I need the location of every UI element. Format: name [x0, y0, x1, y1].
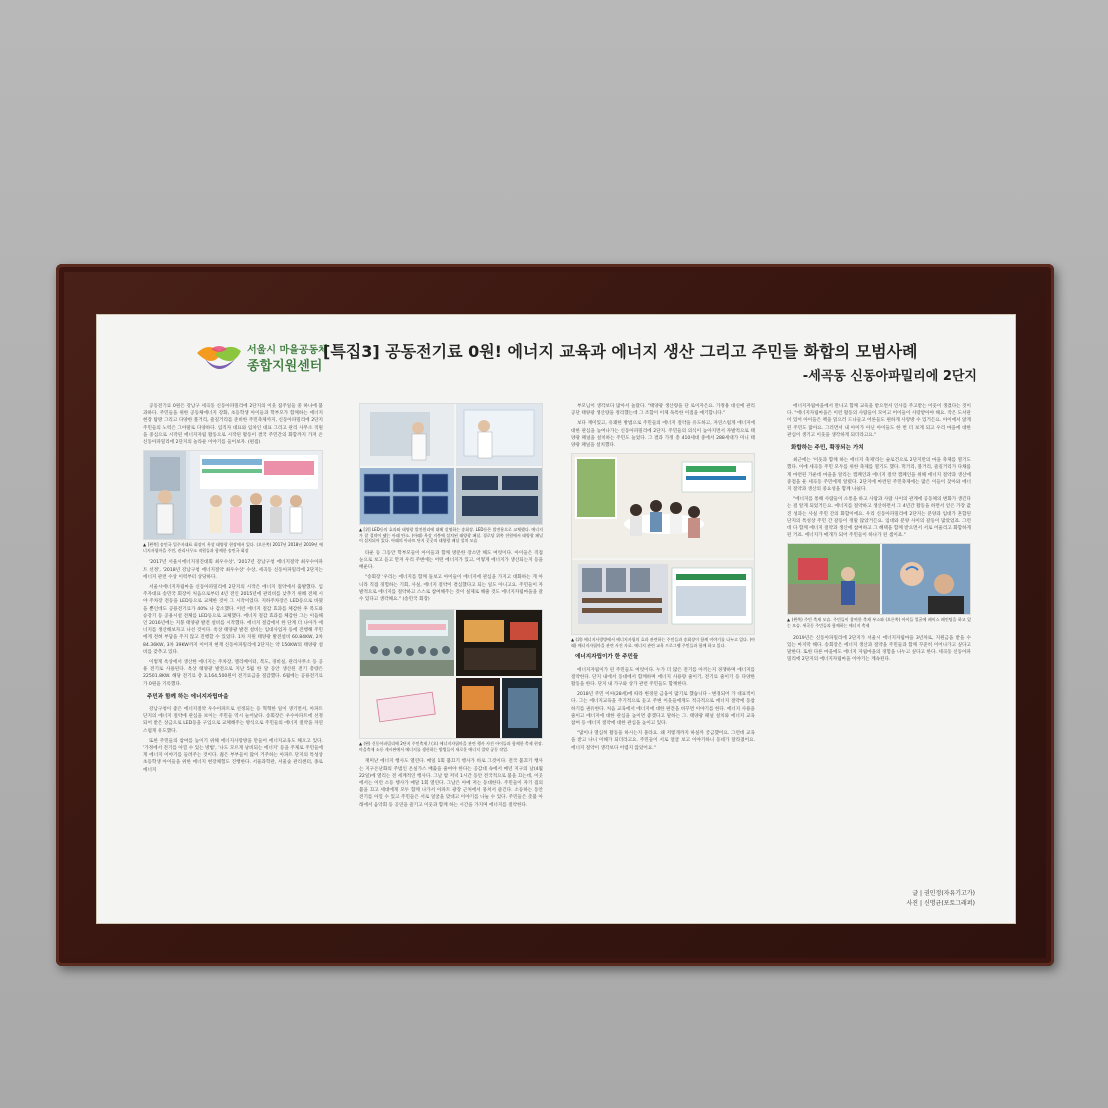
- wood-plaque: [56, 264, 1054, 966]
- article-column-3: [571, 403, 755, 913]
- article-subtitle: -세곡동 신동아파밀리에 2단지: [802, 369, 977, 384]
- photo-face-painting-image: [788, 544, 971, 614]
- byline-photographer: 사진 | 신명균(포토그래퍼): [906, 900, 975, 907]
- section-heading: 주민과 함께 하는 에너지자립마을: [147, 693, 229, 700]
- photo-face-painting: [787, 543, 971, 615]
- article-column-1: [143, 403, 323, 913]
- paragraph: "에너지를 통해 사람들이 소통을 하고 사람과 사람 사이의 관계에 공동체의 변화가 생긴다는 걸 알게 되었거든요. 에너지를 절약하고 생산하면서 그 4년간 활동을 하면서 얻은 가장 값진 성과는 사실 주민 간의 화합이에요. 우리 신동아파밀리에 2단지는 분양과 임대가 혼합된 단지의 특성상 주민 간 갈등이 정말 많았거든요. 임대와 분양 사이의 갈등이 많았었죠. 그런데 다 함께 에너지 절약과 생산에 참여하고 그 혜택을 함께 받으면서 서로 어울리고 화합하게 된 거죠. 에너지가 매개가 되어 주민들이 하나가 된 셈이죠.": [787, 497, 971, 539]
- article-column-4: [787, 403, 971, 903]
- photo-festival-image: [360, 610, 543, 738]
- article-column-2: [359, 403, 543, 913]
- logo-text-line2: 종합지원센터: [247, 359, 323, 374]
- article-byline: [907, 889, 975, 909]
- paragraph: 공동전기료 0원은 강남구 세곡동 신동아파밀리에 2단지의 이웃 집주일들 중 하나에 불과하다. 주민들을 위한 공동체에너지 강화, 초등학생 아이들과 학부모가 함께하는 에너지 현장 탐방 그리고 다양한 볼거리, 즐길거리를 준비한 주민축제까지, 신동아파밀리에 2단지 주민들의 노력은 그야말로 다양하다. 임직자 대표와 임차인 대표 그리고 관리 사무소 직원을 중심으로 시작된 에너지자립 활동으로 시작된 활동이 결국 주민간의 화합까지 가져 온 신동아파밀리에 2단지의 놀라운 이야기를 들어보자. (편집): [143, 404, 323, 446]
- paragraph: 서울시에너지자립마을 신동아파밀리에 2단지의 시작은 에너지 절약에서 출발했다. 입주자대표 송민국 회장이 처음으로부터 4년 전인 2015년에 관리비를 낮추기 위해 전체 시야 주차장 전등을 LED등으로 교체한 것이 그 시작이었다. 지하주차장은 LED등으로 바꿨을 뿐인데도 공용전기료가 40% 나 감소했다. 이런 에너지 절감 효과를 체감한 후 복도와 승강기 등 공용시설 전체를 LED등으로 교체했다. 에너지 절감 효과를 체감한 그는 이듬해인 2016년에는 지붕 태양광 발전 설비를 시작했다. 에너지 절감에서 한 단계 더 나아가 에너지를 생산해보자고 나선 것이다. 옥상 태양광 발전 설비는 임대사업자 등에 진행해 주민에게 전혀 부담을 주지 않고 진행할 수 있었다. 1차 지원 태양광 발전설비 60.84KW, 2차 84.36KW, 3차 39KW까지 이어져 현재 신동아파밀리에 2단지는 약 150KW의 태양광 설비를 갖추고 있다.: [143, 585, 323, 655]
- byline-writer: 글 | 권민정(자유기고가): [912, 890, 975, 897]
- article-sheet: [96, 314, 1016, 924]
- photo-festival: [359, 609, 543, 739]
- photo-caption: ▲ (위) 에너지사랑방에서 에너지자립의 효과 관련하는 주민들과 송회장이 함께 이야기를 나누고 있다. (아래) 에너지자립마을 관련 사진 자료. 에너지 관련 교육 프로그램 주민들과 함께 하고 있다.: [571, 637, 755, 648]
- logo-mark-icon: [195, 339, 243, 375]
- paragraph: 에너지자립마을에서 만나고 함께 교육을 받으면서 인사를 주고받는 이웃이 생겼다는 것이다. "에너지자립마을은 이런 활동의 사람들이 모이고 어이들이 사랑받아야 해요. 작은 도서관이 있어 아이들은 책을 읽으러 드나들고 어른들도 편하게 사랑방 수 있거든요. 아이에서 앉게 된 주민도 많아요. 그러면서 내 아이가 아닌 아이들도 한 번 더 보게 되고 우리 마을에 대한 관심이 생기고 이웃을 생각하게 되더라고요.": [787, 404, 971, 438]
- photo-led-solar-image: [360, 404, 543, 524]
- photo-chairman-image: [144, 451, 323, 539]
- photo-caption: ▲ [위] LED등의 효과와 태양광 발전원리에 대해 설명하는 송회장. LED등은 발전용으로 교체했다. 에너지가 잘 절약이 됐는 아래 탄소. (아래) 옥상 지붕에 설치된 태양광 패널. 경로당 위쪽 전원에서 태양광 패널이 설치되어 있다. 아래의 아파트 단지 곳곳의 태양광 패널 설치 모습: [359, 527, 543, 544]
- photo-chairman: [143, 450, 323, 540]
- paragraph: 이렇게 옥상에서 생산한 에너지는 주차장, 엘리베이터, 복도, 경비실, 관리사무소 등 공용 전기로 사용된다. 옥상 태양광 발전으로 지난 5월 한 달 동안 생산된 전기 총량은 22501.8KW. 해당 전기료 총 3,164,500원이 전기료금을 절감했다. 6월에는 공용전기료가 0원을 기록했다.: [143, 660, 323, 687]
- paragraph: "많이나 열심히 활동을 하시는지 몰라요. 왜 저렇게까지 하실까 궁금했어요. 그런데 교육을 받고 나니 이해가 되더라고요. 주민들이 서로 얼굴 보고 이야기하니 동네가 달라졌어요. 에너지 절약이 생각보다 어렵지 않았어요.": [571, 731, 755, 751]
- photo-led-solar: [359, 403, 543, 525]
- paragraph: 타운 등 그동안 학부모들이 아이들과 함께 방문한 장소만 해도 여럿이다. 아이들은 직접 눈으로 보고 듣고 만져 우리 주변에는 어떤 에너지가 있고, 어떻게 에너지가 생산되는지 등을 배운다.: [359, 550, 543, 571]
- photo-caption: ▲ [왼쪽] 송민국 입주자대표 회장이 옥상 태양광 현장에서 있다. (오른쪽) 2017년 2018년 2019년 에너지자립마을 주민, 관리사무소 직원들과 함께한 송민국 회장: [143, 542, 323, 553]
- paragraph: "송회장 '우리는 에너지를 함께 돌보고 아이들이 에너지에 관심을 가지고 대화하는 게 아니라 직접 경험하는 기회, 사실, 에너지 절약이 결심했다고 되는 일도 아니고요. 주민들이 자발적으로 에너지를 절약하고 스스로 참여해주는 것이 실제로 해줄 것도 에너지자립마을을 갈 수 있다고 생각해요." (송민국 회장): [359, 575, 543, 602]
- paragraph: 부모님이 생각보다 많아서 놀랐다. "태양광 생산량을 단 로이자은요. 가정용 대신에 관리공단 태양광 생산량을 정리했는데 그 조합이 이제 독특한 이점을 얘기합니다.": [571, 404, 755, 417]
- article-title: [특집3] 공동전기료 0원! 에너지 교육과 에너지 생산 그리고 주민들 화합의 모범사례: [323, 342, 918, 361]
- photo-energy-room: [571, 453, 755, 635]
- paragraph: 2019년은 신동아파밀리에 2단지가 서울시 에너지자립마을 3년차로, 지원금을 받을 수 있는 마지막 해다. 송회장은 에너지 생산과 절약을 주민들과 함께 꾸준히 이어나가고 싶다고 말한다. 또한 다른 마을에도 에너지 자립마을의 경험을 나누고 싶다고 한다. 세곡동 신동아파밀리에 2단지의 에너지자립마을 이야기는 계속된다.: [787, 635, 971, 663]
- paragraph: 강남구청이 좋은 에너지절약 우수아파트로 선정되는 등 혁혁한 일이 생기면서, 아파트 단지의 에너지 절약에 관심을 보이는 주민들 역시 늘어났다. 송회장은 우수아파트에 선정되어 받은 상금으로 LED등을 구입으로 교체해주는 방식으로 주민들의 에너지 절약을 자연스럽게 유도했다.: [143, 707, 323, 734]
- paragraph: 에너지자립이가 된 주민들도 여럿이다. 누가 더 많은 전기를 아끼는지 경쟁하며 에너지를 절약한다. 단지 내에서 동대에서 함께하며 에너지 사용량 줄이기, 전기료 줄이기 등 다양한 활동을 한다. 단지 내 가구와 상가 관련 주민들도 함께한다.: [571, 667, 755, 688]
- paragraph: 최근에는 '이웃과 함께 하는 에너지 축제'라는 슬로건으로 2단지만의 마을 축제를 열기도 했다. 이에 세곡동 주민 모두를 위한 축제를 열기도 했다. 먹거리, 볼거리, 즐길거리가 다채롭게 마련된 가운데 마을을 알리는 캠페인과 에너지 절약 캠페인을 위해 에너지 절약과 생산에 중점을 둔 세곡동 주민에게 알렸다. 2단지에 마련된 주민축제에는 많은 이들이 찾아와 에너지 절약과 생산의 중요성을 함께 나눴다.: [787, 458, 971, 493]
- section-heading: 화합하는 주민, 확장되는 가치: [791, 445, 864, 452]
- photo-energy-room-image: [572, 454, 755, 634]
- photo-caption: ▲ (왼쪽) 주민 축제 모습. 주민들이 참여한 축제 부스와 (오른쪽) 아이들 얼굴에 페이스 페인팅을 하고 있는 모습. 세곡동 주민들과 함께하는 에너지 축제: [787, 617, 971, 629]
- paragraph: '2017년 서울시에너지경진대회 최우수상', '2017년 강남구청 에너지절약 최우수아파트 선정', '2018년 강남구청 에너지절약 최우수상' 수상, 세곡동 신동아파밀리에 2단지는 에너지 관련 수상 이력부터 상당하다.: [143, 560, 323, 580]
- paragraph: 2018년 주민 이씨(28세)에 따라 변경된 금융이 많기로 했습니다 - 변경되어 가 대표적이다. 그는 에너지교육을 주기적으로 듣고 주변 이웃들에게도 적극적으로 에너지 절약에 동참하기를 권유한다. 처음 교육에서 에너지에 대한 편견을 바꾸면 이야기를 한다. 에너지 사용을 줄이고 에너지에 대한 관심을 높이면 좋겠다고 말하는 그. 태양광 패널 설치와 에너지 교육 참여 등 에너지 절약에 대한 관심을 높이고 있다.: [571, 692, 755, 727]
- center-logo: [195, 339, 328, 383]
- photo-caption: ▲ (왼) 신동아파밀리에 2단지 주민축제 / (오) 에너지자립마을 관련 행사 사진 아이들과 함께한 축제 현장. 마을축제 소등 게시판에서 에너지를 생산하는 방법들이 새로운 에너지 절약 공동 작업.: [359, 741, 543, 752]
- article-header: [97, 315, 1015, 387]
- section-heading: 에너지자립이가 한 주민들: [575, 654, 639, 661]
- paragraph: 또한 주민들의 참여를 높이기 위해 에너지사랑방을 만들어 에너지교육도 해오고 있다. '가정에서 전기를 아낄 수 있는 방법', '나도 모르게 낭비되는 에너지' 등을 주제로 주민들에게 에너지 이야기를 들려주는 것이다. 젊은 부부들이 많이 거주하는 아파트 단지의 특성상 초등학생 아이들을 위한 에너지 현장체험도 진행한다. 서울과학관, 서울숲 관리센터, 종로 에너지: [143, 738, 323, 773]
- logo-text-line1: 서울시 마을공동체: [247, 345, 328, 356]
- paragraph: 보다 재미있고, 유쾌한 방법으로 주민들의 에너지 절약을 유도하고, 자연스럽게 에너지에 대한 관심을 높여나가는 신동아파밀리에 2단지. 주민들의 의식이 높아지면서 자발적으로 태양광 패널을 설치하는 주민도 늘었다. 그 결과 가정 총 410세대 중에서 288세대가 미니 태양광 패널을 설치했다.: [571, 421, 755, 449]
- paragraph: 재미난 에너지 행사도 열린다. 매일 1회 불끄기 행사가 바로 그것이다. 전국 불끄기 행사는 지구온난화의 주범인 온실가스 배출을 줄여야 한다는 공감대 속에서 매년 지구의 날(4월 22일)에 열리는 전 세계적인 행사다. 그날 밤 저녁 1시간 동안 전국적으로 불을 끄는데, 이곳에서는 이런 소등 행사가 매달 1회 열린다. 그날은 아예 저는 동대한다. 주민들이 자기 집의 불을 끄고 세대에게 모두 함께 나가서 아파트 광장 근처에서 뭉쳐서 즐긴다. 소등하는 동안 전기를 아낄 수 있고 주민들은 서로 얼굴을 맞대고 이야기를 나눌 수 있다. 주민들은 촛불 아래에서 음악회 등 공연을 즐기고 이웃과 함께 하는 시간을 가지며 에너지를 절약한다.: [359, 759, 543, 808]
